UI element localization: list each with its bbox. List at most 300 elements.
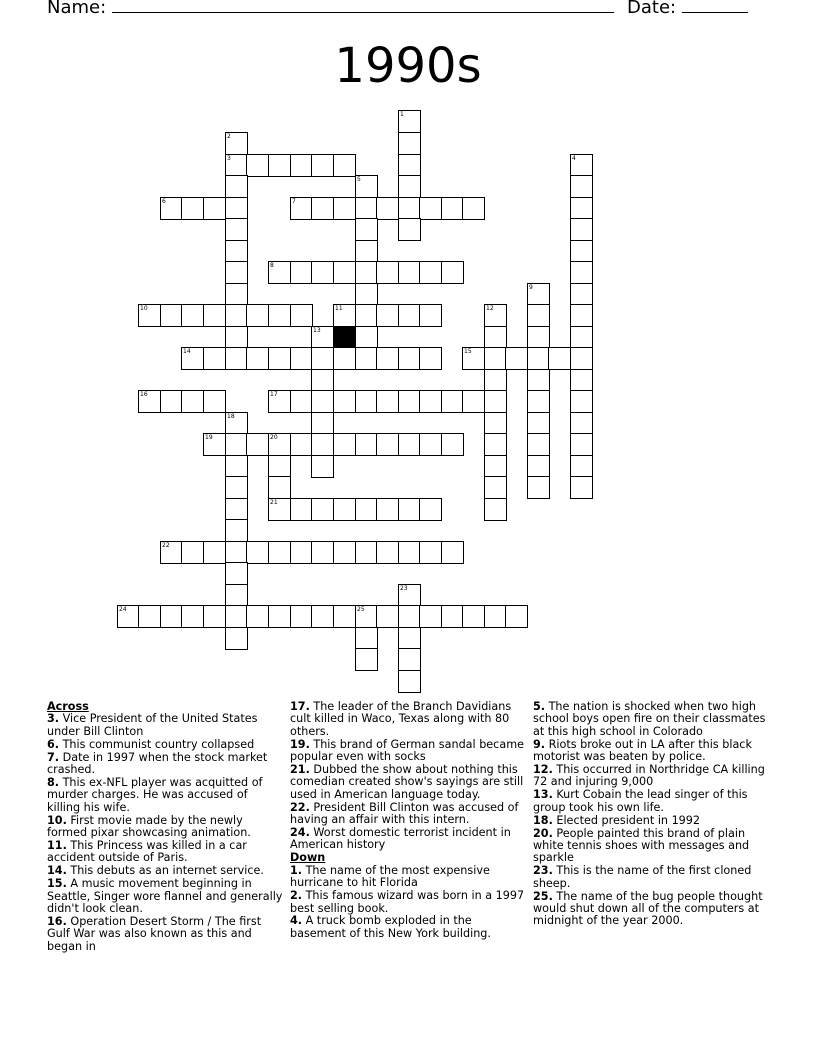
grid-cell[interactable]	[398, 110, 421, 133]
cell-number: 7	[292, 198, 296, 205]
grid-cell[interactable]	[441, 433, 464, 456]
grid-cell[interactable]	[268, 304, 291, 327]
grid-cell[interactable]	[376, 498, 399, 521]
grid-cell[interactable]	[290, 541, 313, 564]
cell-number: 1	[400, 111, 404, 118]
cell-number: 11	[335, 305, 343, 312]
grid-cell[interactable]	[570, 390, 593, 413]
across-clue	[47, 739, 283, 751]
grid-cell[interactable]	[484, 455, 507, 478]
grid-cell[interactable]	[484, 412, 507, 435]
grid-cell[interactable]	[333, 605, 356, 628]
grid-cell[interactable]	[570, 154, 593, 177]
down-clue	[533, 865, 769, 890]
grid-cell[interactable]	[527, 326, 550, 349]
clue-text: Elected president in 1992	[552, 813, 701, 827]
down-clue	[533, 789, 769, 814]
across-clue	[47, 916, 283, 953]
cell-number: 3	[227, 155, 231, 162]
down-clue	[533, 701, 769, 738]
clue-number: 23.	[533, 864, 553, 878]
grid-cell[interactable]	[225, 304, 248, 327]
grid-cell[interactable]	[355, 498, 378, 521]
grid-cell[interactable]	[484, 498, 507, 521]
grid-cell[interactable]	[570, 347, 593, 370]
grid-cell[interactable]	[333, 347, 356, 370]
clue-text: This is the name of the first cloned sheep.	[533, 864, 752, 890]
clue-number: 4.	[290, 914, 303, 928]
name-label: Name:	[47, 0, 107, 18]
cell-number: 8	[270, 262, 274, 269]
cell-number: 6	[162, 198, 166, 205]
grid-cell[interactable]	[355, 304, 378, 327]
across-clue	[47, 815, 283, 840]
clue-text: People painted this brand of plain white tennis shoes with messages and sparkle	[533, 826, 750, 865]
grid-cell[interactable]	[311, 498, 334, 521]
cell-number: 25	[357, 606, 365, 613]
grid-cell[interactable]	[333, 261, 356, 284]
date-label: Date:	[627, 0, 677, 18]
grid-cell[interactable]	[419, 261, 442, 284]
grid-cell[interactable]	[570, 412, 593, 435]
grid-cell[interactable]	[311, 412, 334, 435]
grid-cell[interactable]	[548, 347, 571, 370]
grid-cell[interactable]	[225, 175, 248, 198]
clue-text: This ex-NFL player was acquitted of murder charges. He was accused of killing his wife.	[47, 775, 263, 814]
grid-cell[interactable]	[290, 347, 313, 370]
grid-cell[interactable]	[570, 433, 593, 456]
grid-cell[interactable]	[225, 476, 248, 499]
cell-number: 19	[205, 434, 213, 441]
clue-text: A truck bomb exploded in the basement of this New York building.	[290, 914, 491, 940]
grid-block	[333, 326, 356, 349]
grid-cell[interactable]	[527, 390, 550, 413]
cell-number: 21	[270, 499, 278, 506]
grid-cell[interactable]	[419, 197, 442, 220]
grid-cell[interactable]	[138, 304, 161, 327]
grid-cell[interactable]	[376, 605, 399, 628]
grid-cell[interactable]	[181, 197, 204, 220]
down-clue	[533, 828, 769, 865]
grid-cell[interactable]	[398, 433, 421, 456]
cell-number: 20	[270, 434, 278, 441]
clue-number: 15.	[47, 877, 67, 891]
clue-column-3	[533, 701, 769, 928]
grid-cell[interactable]	[355, 283, 378, 306]
grid-cell[interactable]	[419, 390, 442, 413]
grid-cell[interactable]	[290, 304, 313, 327]
grid-cell[interactable]	[246, 304, 269, 327]
cell-number: 5	[357, 176, 361, 183]
grid-cell[interactable]	[225, 519, 248, 542]
grid-cell[interactable]	[570, 476, 593, 499]
grid-cell[interactable]	[268, 433, 291, 456]
grid-cell[interactable]	[225, 605, 248, 628]
grid-cell[interactable]	[160, 605, 183, 628]
across-clue	[47, 752, 283, 777]
grid-cell[interactable]	[311, 455, 334, 478]
grid-cell[interactable]	[570, 326, 593, 349]
grid-cell[interactable]	[333, 197, 356, 220]
clue-text: This occurred in Northridge CA killing 72 and injuring 9,000	[533, 763, 765, 789]
grid-cell[interactable]	[268, 455, 291, 478]
grid-cell[interactable]	[376, 390, 399, 413]
grid-cell[interactable]	[311, 369, 334, 392]
grid-cell[interactable]	[441, 197, 464, 220]
down-clue	[290, 915, 526, 940]
clue-text: Vice President of the United States under Bill Clinton	[47, 712, 258, 738]
across-heading: Across	[47, 700, 89, 713]
grid-cell[interactable]	[311, 433, 334, 456]
clue-number: 19.	[290, 737, 310, 751]
clue-number: 5.	[533, 700, 546, 713]
grid-cell[interactable]	[441, 541, 464, 564]
grid-cell[interactable]	[246, 605, 269, 628]
clue-number: 1.	[290, 863, 303, 877]
grid-cell[interactable]	[290, 390, 313, 413]
grid-cell[interactable]	[355, 605, 378, 628]
grid-cell[interactable]	[570, 455, 593, 478]
cell-number: 16	[140, 391, 148, 398]
cell-number: 22	[162, 542, 170, 549]
clue-text: Dubbed the show about nothing this comedian created show's sayings are still used in American language today.	[290, 763, 524, 801]
cell-number: 14	[183, 348, 191, 355]
grid-cell[interactable]	[225, 240, 248, 263]
grid-cell[interactable]	[225, 627, 248, 650]
clue-text: This Princess was killed in a car accident outside of Paris.	[47, 838, 247, 865]
grid-cell[interactable]	[225, 584, 248, 607]
grid-cell[interactable]	[462, 197, 485, 220]
grid-cell[interactable]	[441, 261, 464, 284]
grid-cell[interactable]	[225, 197, 248, 220]
grid-cell[interactable]	[225, 218, 248, 241]
clue-number: 24.	[290, 826, 310, 840]
grid-cell[interactable]	[268, 154, 291, 177]
grid-cell[interactable]	[181, 605, 204, 628]
grid-cell[interactable]	[181, 541, 204, 564]
clue-text: Kurt Cobain the lead singer of this group took his own life.	[533, 788, 748, 814]
clue-number: 3.	[47, 712, 60, 726]
across-clue	[290, 739, 526, 764]
clue-text: Operation Desert Storm / The first Gulf War was also known as this and began in	[47, 914, 262, 953]
grid-cell[interactable]	[225, 347, 248, 370]
grid-cell[interactable]	[419, 433, 442, 456]
grid-cell[interactable]	[203, 197, 226, 220]
across-clue	[290, 827, 526, 852]
grid-cell[interactable]	[441, 390, 464, 413]
grid-cell[interactable]	[138, 605, 161, 628]
down-clue	[533, 739, 769, 764]
grid-cell[interactable]	[484, 476, 507, 499]
grid-cell[interactable]	[246, 154, 269, 177]
grid-cell[interactable]	[311, 197, 334, 220]
grid-cell[interactable]	[181, 347, 204, 370]
grid-cell[interactable]	[484, 390, 507, 413]
clue-number: 13.	[533, 788, 553, 802]
grid-cell[interactable]	[527, 476, 550, 499]
grid-cell[interactable]	[376, 433, 399, 456]
grid-cell[interactable]	[268, 498, 291, 521]
grid-cell[interactable]	[398, 498, 421, 521]
grid-cell[interactable]	[484, 605, 507, 628]
grid-cell[interactable]	[117, 605, 140, 628]
clue-text: The leader of the Branch Davidians cult killed in Waco, Texas along with 80 others.	[290, 700, 512, 738]
grid-cell[interactable]	[225, 283, 248, 306]
grid-cell[interactable]	[225, 154, 248, 177]
grid-cell[interactable]	[355, 433, 378, 456]
grid-cell[interactable]	[225, 261, 248, 284]
grid-cell[interactable]	[376, 261, 399, 284]
grid-cell[interactable]	[462, 605, 485, 628]
grid-cell[interactable]	[225, 541, 248, 564]
clue-number: 16.	[47, 914, 67, 928]
clue-number: 14.	[47, 864, 67, 878]
grid-cell[interactable]	[355, 175, 378, 198]
grid-cell[interactable]	[355, 218, 378, 241]
clue-text: This famous wizard was born in a 1997 best selling book.	[290, 889, 525, 915]
across-clue	[290, 764, 526, 801]
grid-cell[interactable]	[570, 369, 593, 392]
page-title: 1990s	[334, 38, 482, 94]
grid-cell[interactable]	[527, 433, 550, 456]
grid-cell[interactable]	[355, 627, 378, 650]
grid-cell[interactable]	[160, 541, 183, 564]
grid-cell[interactable]	[268, 347, 291, 370]
grid-cell[interactable]	[225, 132, 248, 155]
grid-cell[interactable]	[527, 455, 550, 478]
grid-cell[interactable]	[246, 541, 269, 564]
grid-cell[interactable]	[398, 175, 421, 198]
grid-cell[interactable]	[419, 605, 442, 628]
clue-column-1	[47, 701, 283, 954]
grid-cell[interactable]	[160, 390, 183, 413]
grid-cell[interactable]	[505, 347, 528, 370]
across-clue	[290, 701, 526, 738]
grid-cell[interactable]	[160, 304, 183, 327]
across-clue	[290, 802, 526, 827]
clue-text: The name of the bug people thought would shut down all of the computers at midnight of the year 2000.	[533, 889, 763, 928]
grid-cell[interactable]	[398, 304, 421, 327]
grid-cell[interactable]	[355, 648, 378, 671]
grid-cell[interactable]	[398, 541, 421, 564]
grid-cell[interactable]	[570, 218, 593, 241]
grid-cell[interactable]	[355, 197, 378, 220]
grid-cell[interactable]	[181, 390, 204, 413]
grid-cell[interactable]	[419, 541, 442, 564]
grid-cell[interactable]	[570, 197, 593, 220]
clue-number: 18.	[533, 813, 553, 827]
grid-cell[interactable]	[527, 304, 550, 327]
grid-cell[interactable]	[268, 261, 291, 284]
grid-cell[interactable]	[138, 390, 161, 413]
grid-cell[interactable]	[203, 347, 226, 370]
down-clue	[533, 764, 769, 789]
grid-cell[interactable]	[376, 197, 399, 220]
clue-text: Worst domestic terrorist incident in American history	[290, 826, 511, 852]
clue-number: 2.	[290, 889, 303, 903]
cell-number: 4	[572, 155, 576, 162]
grid-cell[interactable]	[311, 347, 334, 370]
grid-cell[interactable]	[290, 605, 313, 628]
cell-number: 24	[119, 606, 127, 613]
grid-cell[interactable]	[246, 347, 269, 370]
grid-cell[interactable]	[225, 412, 248, 435]
grid-cell[interactable]	[203, 390, 226, 413]
grid-cell[interactable]	[484, 433, 507, 456]
grid-cell[interactable]	[355, 326, 378, 349]
grid-cell[interactable]	[225, 455, 248, 478]
grid-cell[interactable]	[398, 670, 421, 693]
clue-number: 11.	[47, 838, 67, 852]
grid-cell[interactable]	[355, 240, 378, 263]
grid-cell[interactable]	[355, 347, 378, 370]
grid-cell[interactable]	[484, 369, 507, 392]
cell-number: 17	[270, 391, 278, 398]
clue-text: Riots broke out in LA after this black motorist was beaten by police.	[533, 737, 752, 764]
grid-cell[interactable]	[398, 347, 421, 370]
grid-cell[interactable]	[246, 433, 269, 456]
grid-cell[interactable]	[290, 154, 313, 177]
grid-cell[interactable]	[376, 304, 399, 327]
clue-text: First movie made by the newly formed pixar showcasing animation.	[47, 813, 251, 840]
cell-number: 9	[529, 284, 533, 291]
grid-cell[interactable]	[419, 498, 442, 521]
across-clue	[47, 865, 283, 877]
clue-text: Date in 1997 when the stock market crashed.	[47, 750, 268, 777]
grid-cell[interactable]	[333, 541, 356, 564]
grid-cell[interactable]	[398, 627, 421, 650]
grid-cell[interactable]	[333, 433, 356, 456]
grid-cell[interactable]	[268, 390, 291, 413]
grid-cell[interactable]	[527, 412, 550, 435]
grid-cell[interactable]	[311, 261, 334, 284]
grid-cell[interactable]	[570, 175, 593, 198]
grid-cell[interactable]	[376, 347, 399, 370]
across-clue	[47, 840, 283, 865]
grid-cell[interactable]	[311, 605, 334, 628]
grid-cell[interactable]	[355, 541, 378, 564]
grid-cell[interactable]	[484, 347, 507, 370]
grid-cell[interactable]	[225, 326, 248, 349]
grid-cell[interactable]	[333, 390, 356, 413]
grid-cell[interactable]	[419, 347, 442, 370]
grid-cell[interactable]	[419, 304, 442, 327]
grid-cell[interactable]	[311, 326, 334, 349]
clue-number: 9.	[533, 737, 546, 751]
clue-number: 7.	[47, 750, 60, 764]
grid-cell[interactable]	[527, 369, 550, 392]
down-clue	[290, 865, 526, 890]
grid-cell[interactable]	[570, 304, 593, 327]
grid-cell[interactable]	[225, 562, 248, 585]
grid-cell[interactable]	[290, 498, 313, 521]
grid-cell[interactable]	[160, 197, 183, 220]
clue-text: A music movement beginning in Seattle, Singer wore flannel and generally didn't look clean.	[47, 877, 283, 915]
across-clue	[47, 777, 283, 814]
grid-cell[interactable]	[311, 390, 334, 413]
grid-cell[interactable]	[398, 197, 421, 220]
clue-number: 20.	[533, 826, 553, 840]
clue-text: President Bill Clinton was accused of having an affair with this intern.	[290, 800, 519, 827]
grid-cell[interactable]	[484, 304, 507, 327]
grid-cell[interactable]	[398, 390, 421, 413]
grid-cell[interactable]	[203, 433, 226, 456]
across-clue	[47, 878, 283, 915]
grid-cell[interactable]	[268, 541, 291, 564]
grid-cell[interactable]	[398, 605, 421, 628]
clue-text: This debuts as an internet service.	[66, 864, 264, 878]
clue-number: 6.	[47, 737, 60, 751]
down-clue	[290, 890, 526, 915]
clue-text: The nation is shocked when two high school boys open fire on their classmates at this high school in Colorado	[533, 700, 766, 738]
down-clue	[533, 891, 769, 928]
grid-cell[interactable]	[203, 304, 226, 327]
grid-cell[interactable]	[505, 605, 528, 628]
grid-cell[interactable]	[355, 261, 378, 284]
clue-number: 21.	[290, 763, 310, 777]
grid-cell[interactable]	[398, 218, 421, 241]
cell-number: 12	[486, 305, 494, 312]
grid-cell[interactable]	[203, 541, 226, 564]
grid-cell[interactable]	[398, 154, 421, 177]
grid-cell[interactable]	[398, 132, 421, 155]
across-clue	[47, 713, 283, 738]
grid-cell[interactable]	[441, 605, 464, 628]
grid-cell[interactable]	[268, 476, 291, 499]
grid-cell[interactable]	[570, 261, 593, 284]
cell-number: 2	[227, 133, 231, 140]
grid-cell[interactable]	[333, 498, 356, 521]
grid-cell[interactable]	[203, 605, 226, 628]
grid-cell[interactable]	[333, 304, 356, 327]
clue-number: 17.	[290, 700, 310, 713]
grid-cell[interactable]	[398, 261, 421, 284]
cell-number: 15	[464, 348, 472, 355]
grid-cell[interactable]	[398, 584, 421, 607]
grid-cell[interactable]	[268, 605, 291, 628]
grid-cell[interactable]	[355, 390, 378, 413]
clue-column-2	[290, 701, 526, 941]
grid-cell[interactable]	[333, 154, 356, 177]
grid-cell[interactable]	[527, 347, 550, 370]
clue-number: 22.	[290, 800, 310, 814]
down-clue	[533, 815, 769, 827]
grid-cell[interactable]	[527, 283, 550, 306]
cell-number: 13	[313, 327, 321, 334]
clue-text: This communist country collapsed	[59, 737, 255, 751]
grid-cell[interactable]	[484, 326, 507, 349]
grid-cell[interactable]	[290, 433, 313, 456]
clue-text: The name of the most expensive hurricane to hit Florida	[290, 863, 490, 890]
clue-number: 10.	[47, 813, 67, 827]
clue-number: 12.	[533, 763, 553, 777]
grid-cell[interactable]	[462, 347, 485, 370]
grid-cell[interactable]	[181, 304, 204, 327]
grid-cell[interactable]	[462, 390, 485, 413]
grid-cell[interactable]	[376, 541, 399, 564]
grid-cell[interactable]	[398, 648, 421, 671]
grid-cell[interactable]	[290, 197, 313, 220]
grid-cell[interactable]	[290, 261, 313, 284]
grid-cell[interactable]	[225, 433, 248, 456]
grid-cell[interactable]	[570, 283, 593, 306]
grid-cell[interactable]	[570, 240, 593, 263]
grid-cell[interactable]	[311, 541, 334, 564]
clue-number: 8.	[47, 775, 60, 789]
grid-cell[interactable]	[311, 154, 334, 177]
grid-cell[interactable]	[225, 498, 248, 521]
clue-number: 25.	[533, 889, 553, 903]
